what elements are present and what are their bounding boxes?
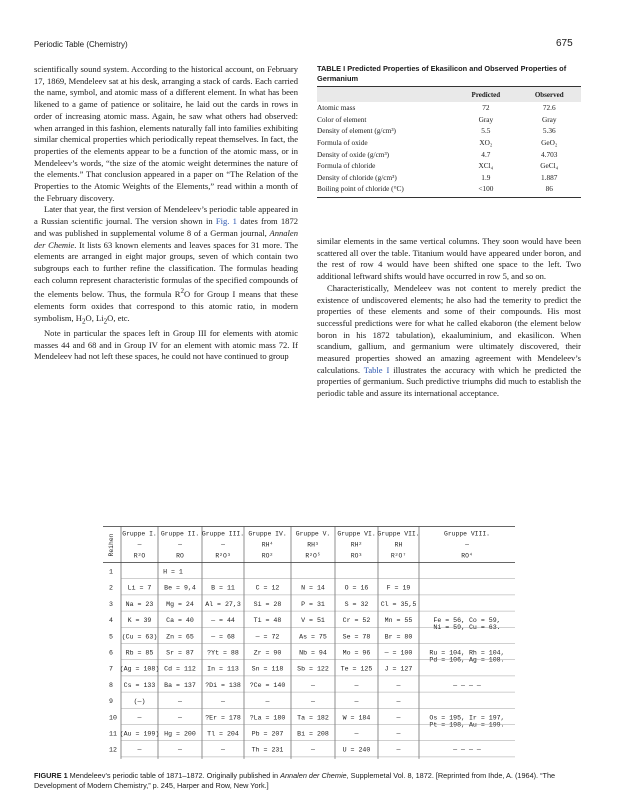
element-cell: Mg = 24 [166,600,194,608]
text: Characteristically, Mendeleev was not content to merely predict the existence of undiscovered elements; he also had the temerity to predict the properties of these elements and some of their compounds. His most successful predictions were for what he called ekaboron (the element below boron in his 1872 tabulation), ekaaluminium, and ekasilicon. When scandium, gallium, and germanium were ultimately discovered, their measured properties showed an amazing agreement with Mendeleev’s calculations. [317,282,581,375]
element-cell: Hg = 200 [164,730,196,738]
journal-name: Annalen der Chemie [34,227,298,250]
table-cell-predicted: 72 [482,103,490,113]
table-cell-label: Color of element [317,114,367,124]
table-cell-observed: Gray [541,114,557,124]
row-number: 11 [109,730,117,738]
group-oxide-formula: R²O [133,552,146,560]
group-header: Gruppe VII. [377,530,420,538]
element-cell: Bi = 208 [297,730,329,738]
element-cell: Pb = 207 [251,730,284,738]
element-cell: — [396,746,401,754]
element-cell: Cl = 35,5 [380,600,417,608]
superscript: 2 [180,287,185,296]
figure-link[interactable]: Fig. 1 [215,216,237,227]
element-cell: In = 113 [207,665,239,673]
row-number: 1 [109,568,113,576]
table-cell-observed: 1.887 [541,172,558,182]
table-row [317,148,581,160]
element-cell: — [178,714,182,722]
element-cell: ?Ce = 140 [249,681,286,689]
group-hydride-formula: — [178,541,182,549]
element-cell: (—) [133,698,146,706]
element-cell: (Au = 199) [119,730,160,738]
paragraph [34,204,298,328]
table-cell-observed: GeO₂ [541,138,558,148]
table-cell-predicted: XO₂ [479,138,493,148]
element-cell: Fe = 56, Co = 59, [433,617,501,625]
row-number: 2 [109,584,113,592]
table-row [317,137,581,149]
row-number: 9 [109,698,113,706]
element-cell: — [137,714,142,722]
element-cell: Cd = 112 [164,665,196,673]
element-cell: Br = 80 [384,633,413,641]
group-hydride-formula: RH³ [307,541,319,549]
table-caption: TABLE I Predicted Properties of Ekasilicon and Observed Properties of Germanium [317,64,567,83]
element-cell: S = 32 [344,600,369,608]
text: O for Group I means that these elements form oxides that correspond to this atomic ratio, in modern symbolism, H [34,289,298,323]
element-cell: Tl = 204 [207,730,239,738]
table-cell-label: Formula of chloride [317,161,376,171]
subscript: 2 [81,317,86,326]
table-row [317,172,581,184]
paragraph: similar elements in the same vertical columns. They soon would have been scattered all over the table. Titanium would have appeared under boron, and the rest of row 4 would have been shifted one space to the left. Two additional leftward shifts would have occurred in row 5, and so on. [317,236,581,282]
figure-caption [34,771,582,791]
element-cell: V = 51 [301,617,325,625]
group-header: Gruppe II. [160,530,200,538]
paragraph: Note in particular the spaces left in Group III for elements with atomic masses 44 and 68 and in Group IV for an element with atomic mass 72. If Mendeleev had not left these spaces, he could not have continued to group [34,328,298,362]
element-cell: Sb = 122 [297,665,329,673]
text: illustrates the accuracy with which he predicted the properties of germanium. Such predictive triumphs did much to establish the periodic table and assure its international acceptance. [317,364,582,399]
table-cell-observed: 5.36 [542,126,556,136]
properties-table [317,87,581,195]
table-cell-predicted: 5.5 [481,126,491,136]
element-cell: — [354,681,359,689]
element-cell: Mo = 96 [342,649,371,657]
element-cell: — [311,698,315,706]
reihen-label: Reihen [108,533,115,557]
element-hydrogen: H = 1 [163,568,183,576]
row-number: 12 [109,746,117,754]
element-cell: Ba = 137 [164,681,196,689]
group-oxide-formula: R²O³ [215,552,231,560]
row-number: 8 [109,681,113,689]
element-cell: Mn = 55 [384,617,413,625]
element-cell: Zr = 90 [253,649,282,657]
element-cell: — [396,698,401,706]
table-cell-label: Density of oxide (g/cm³) [317,149,390,159]
element-cell: — — — — [453,681,481,689]
group-header: Gruppe V. [295,530,331,538]
paragraph [317,283,581,400]
element-cell: O = 16 [344,584,369,592]
table-cell-label: Atomic mass [317,103,356,113]
journal-name: Annalen der Chemie [280,771,347,780]
element-cell: Se = 78 [342,633,371,641]
element-cell: Li = 7 [127,584,152,592]
element-cell: — = 44 [211,617,235,625]
column-header-predicted: Predicted [471,91,501,99]
row-number: 7 [109,665,113,673]
left-text-column [34,64,298,363]
table-cell-label: Boiling point of chloride (°C) [317,184,404,194]
element-cell: U = 240 [342,746,371,754]
element-cell: F = 19 [386,584,411,592]
element-cell: Na = 23 [125,600,154,608]
element-cell: Pd = 106, Ag = 108. [429,656,505,664]
element-cell: J = 127 [384,665,413,673]
table-cell-label: Density of chloride (g/cm³) [317,172,397,182]
text: Later that year, the first version of Mendeleev’s periodic table appeared in a Russian scientific journal. The version shown in [34,204,298,227]
element-cell: Nb = 94 [299,649,327,657]
element-cell: — = 72 [255,633,280,641]
group-hydride-formula: RH [394,541,403,549]
right-text-column [317,236,581,400]
table-row [317,125,581,137]
group-oxide-formula: R²O⁷ [390,552,407,560]
element-cell: — [354,730,359,738]
group-header: Gruppe VIII. [443,530,491,538]
table-row [317,160,581,172]
element-cell: — [354,698,359,706]
group-header: Gruppe VI. [337,530,376,538]
paragraph: scientifically sound system. According to the historical account, on February 17, 1869, Mendeleev sat at his desk, arranging a stack of cards. Each carried the name, symbol, and atomic mass of a different element. In what has been likened to a game of patience or solitaire, he laid out the cards in rows in order of increasing atomic mass. Again, he saw what others had observed: when arranged in this fashion, elements naturally fall into families exhibiting similar chemical properties which periodically repeat themselves. In fact, the properties of the elements appear to be a function of the atomic mass, or in Mendeleev’s words, “the size of the atomic weight determines the nature of the elements.” That conclusion appeared in a paper on “The Relation of the Properties to the Atomic Weights of the Elements,” read within a month of the February discovery. [34,64,298,203]
text: , Supplemetal Vol. 8, 1872. [Reprinted from Ihde, A. (1964). “The Development of Modern Chemistry,” p. 245, Harper and Row, New York.] [34,771,556,790]
element-cell: Ca = 40 [166,617,194,625]
table-cell-label: Formula of oxide [317,138,368,148]
element-cell: — [178,698,182,706]
element-cell: — — — — [453,746,481,754]
row-number: 6 [109,649,113,657]
element-cell: — [311,681,315,689]
element-cell: Os = 195, Ir = 197, [429,714,505,722]
text: O, Li [85,312,104,323]
element-cell: ?Yt = 88 [207,649,239,657]
element-cell: Ti = 48 [253,617,282,625]
text: O, etc. [107,312,130,323]
element-cell: N = 14 [301,584,325,592]
table-row [317,183,581,195]
element-cell: — [396,730,401,738]
table-cell-predicted: Gray [478,114,494,124]
element-cell: C = 12 [255,584,280,592]
table-cell-observed: 72.6 [542,103,556,113]
element-cell: ?Er = 178 [205,714,241,722]
group-oxide-formula: RO³ [350,552,363,560]
element-cell: Pt = 198, Au = 199. [429,721,505,729]
element-cell: — [221,746,225,754]
element-cell: K = 39 [127,617,152,625]
row-number: 3 [109,600,113,608]
element-cell: — [265,698,270,706]
element-cell: — [396,714,401,722]
table-cell-predicted: 1.9 [481,172,491,182]
element-cell: Cr = 52 [342,617,371,625]
element-cell: — = 100 [384,649,413,657]
figure-label: FIGURE 1 [34,771,68,780]
element-cell: Ta = 182 [297,714,329,722]
text: . It lists 63 known elements and leaves spaces for 31 more. The elements are arranged in eight major groups, seven of which contain two subgroups each to further refine the classification. The formulas heading each column represent characteristic formulas of the specified compounds of the elements below. Thus, the formula R [34,239,299,300]
table-1 [317,64,581,198]
row-number: 4 [109,617,113,625]
group-hydride-formula: RH⁴ [261,541,274,549]
element-cell: (Cu = 63) [121,633,158,641]
periodic-table-figure [103,492,515,800]
group-header: Gruppe III. [201,530,245,538]
running-title: Periodic Table (Chemistry) [34,40,128,49]
element-cell: Rb = 85 [125,649,154,657]
element-cell: As = 75 [299,633,327,641]
group-oxide-formula: RO [176,552,184,560]
subscript: 2 [103,317,108,326]
row-number: 5 [109,633,113,641]
element-cell: Be = 9,4 [164,584,196,592]
group-hydride-formula: RH² [350,541,363,549]
table-row [317,114,581,126]
table-cell-predicted: XCl₄ [478,161,494,171]
table-link[interactable]: Table I [363,364,390,375]
table-cell-observed: GeCl₄ [540,161,559,171]
group-header: Gruppe IV. [248,530,287,538]
group-oxide-formula: R²O⁵ [305,552,321,560]
table-cell-predicted: <100 [478,184,494,194]
element-cell: — [396,681,401,689]
table-row [317,102,581,114]
element-cell: — [137,746,142,754]
row-number: 10 [109,714,117,722]
element-cell: Cs = 133 [123,681,156,689]
element-cell: Sn = 118 [251,665,284,673]
element-cell: — [178,746,182,754]
element-cell: P = 31 [301,600,325,608]
element-cell: Zn = 65 [166,633,194,641]
element-cell: Si = 28 [253,600,282,608]
group-hydride-formula: — [465,541,469,549]
element-cell: Th = 231 [251,746,284,754]
group-hydride-formula: — [137,541,142,549]
element-cell: Al = 27,3 [205,600,241,608]
element-cell: Ni = 59, Cu = 63. [433,624,501,632]
group-hydride-formula: — [221,541,225,549]
group-oxide-formula: RO⁴ [461,552,473,560]
element-cell: W = 184 [342,714,371,722]
table-cell-label: Density of element (g/cm³) [317,126,396,136]
element-cell: — [311,746,315,754]
table-cell-predicted: 4.7 [481,149,491,159]
element-cell: Ru = 104, Rh = 104, [429,649,505,657]
table-cell-observed: 4.703 [541,149,558,159]
element-cell: Te = 125 [340,665,373,673]
element-cell: (Ag = 108) [119,665,160,673]
group-oxide-formula: RO² [261,552,274,560]
element-cell: Sr = 87 [166,649,194,657]
page-number: 675 [556,38,573,49]
table-cell-observed: 86 [545,184,553,194]
group-header: Gruppe I. [122,530,157,538]
periodic-table-image [103,492,515,800]
element-cell: B = 11 [211,584,235,592]
element-cell: — = 68 [211,633,235,641]
text: dates from 1872 and was published in supplemental volume 8 of a German journal, [34,216,298,238]
text: Mendeleev’s periodic table of 1871–1872. Originally published in [67,771,281,780]
element-cell: — [221,698,225,706]
element-cell: ?La = 180 [249,714,286,722]
column-header-observed: Observed [534,91,564,99]
element-cell: ?Di = 138 [205,681,241,689]
